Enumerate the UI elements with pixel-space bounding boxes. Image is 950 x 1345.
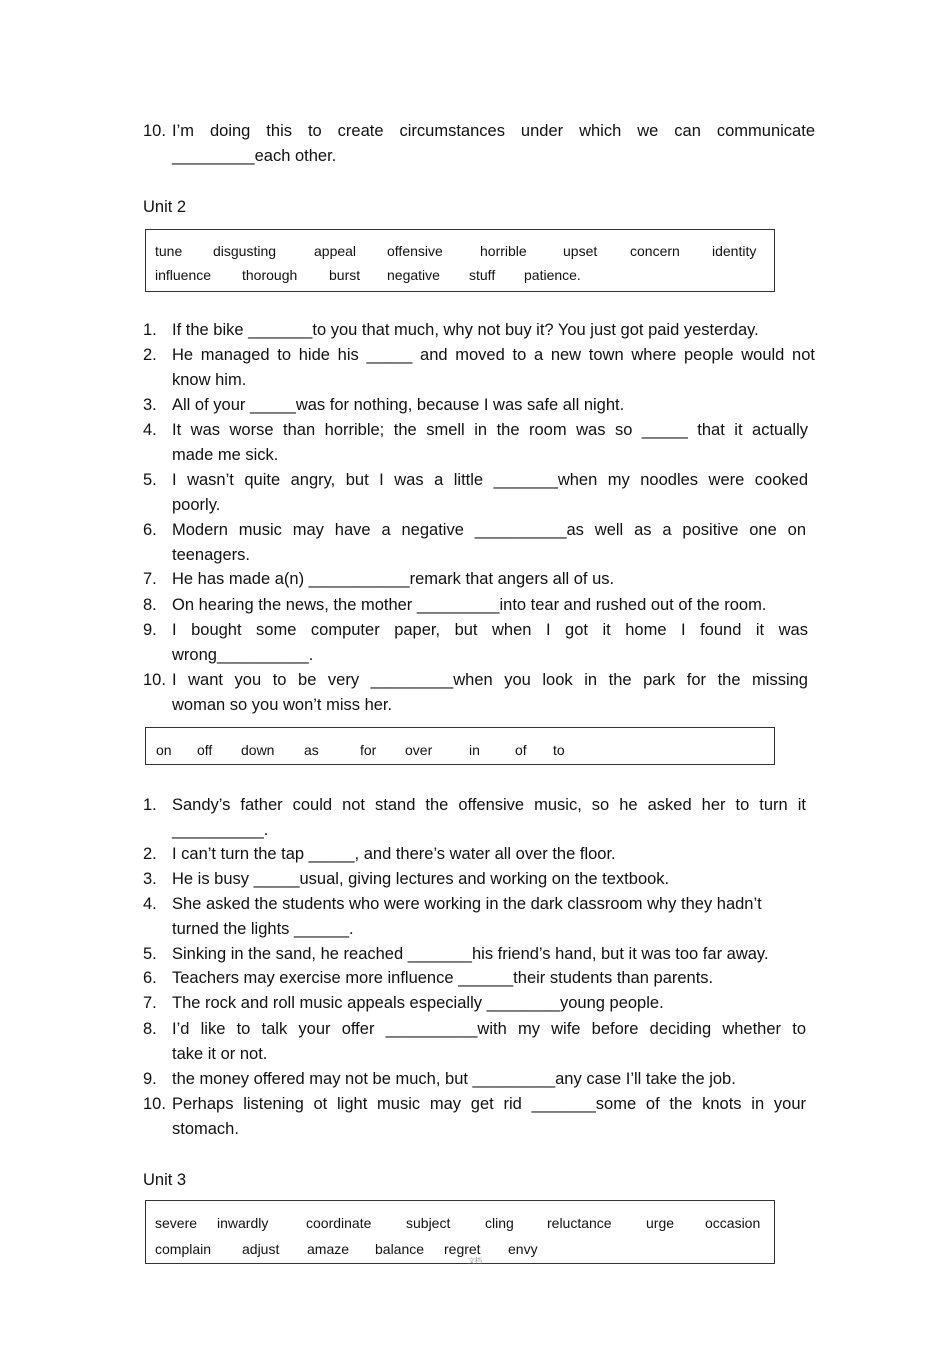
question-item [143, 1067, 815, 1092]
word-bank-word: inwardly [217, 1215, 269, 1231]
question-number: 2. [143, 346, 157, 364]
question-line: the money offered may not be much, but _________any case I’ll take the job. [172, 1070, 736, 1088]
word-bank-word: upset [563, 243, 598, 259]
word-bank-word: over [405, 742, 433, 758]
word-bank-word: amaze [307, 1241, 350, 1257]
top-question-10 [143, 119, 815, 169]
word-bank-box-1 [145, 229, 775, 292]
word-bank-word: adjust [242, 1241, 280, 1257]
word-bank-word: off [197, 742, 213, 758]
word-bank-word: subject [406, 1215, 451, 1231]
word-bank-word: identity [712, 243, 757, 259]
question-number: 1. [143, 796, 157, 814]
word-bank-word: balance [375, 1241, 425, 1257]
question-line: I wasn’t quite angry, but I was a little _______when my noodles were cooked [172, 471, 808, 489]
question-line: I’d like to talk your offer __________with my wife before deciding whether to [172, 1020, 806, 1038]
question-line: The rock and roll music appeals especially ________young people. [172, 994, 664, 1012]
question-number: 9. [143, 1070, 157, 1088]
word-bank-word: occasion [705, 1215, 761, 1231]
question-line: take it or not. [172, 1045, 268, 1063]
question-number: 6. [143, 521, 157, 539]
word-bank-word: regret [444, 1241, 481, 1257]
question-line: On hearing the news, the mother _________into tear and rushed out of the room. [172, 596, 767, 614]
word-bank-word: to [553, 742, 565, 758]
question-item [143, 593, 815, 618]
question-line: I’m doing this to create circumstances under which we can communicate [172, 122, 815, 140]
question-line: Teachers may exercise more influence ______their students than parents. [172, 969, 714, 987]
word-bank-word: concern [630, 243, 680, 259]
word-bank-word: of [515, 742, 527, 758]
word-bank-word: coordinate [306, 1215, 372, 1231]
question-number: 6. [143, 969, 157, 987]
question-line: teenagers. [172, 546, 250, 564]
question-line: know him. [172, 371, 247, 389]
question-number: 8. [143, 1020, 157, 1038]
question-item [143, 393, 815, 418]
question-item [143, 892, 815, 942]
question-item [143, 468, 815, 518]
word-bank-word: appeal [314, 243, 357, 259]
question-item [143, 793, 815, 843]
question-line: He has made a(n) ___________remark that angers all of us. [172, 570, 615, 588]
question-item [143, 418, 815, 468]
question-number: 1. [143, 321, 157, 339]
question-line: I bought some computer paper, but when I got it home I found it was [172, 621, 808, 639]
word-bank-word: tune [155, 243, 183, 259]
question-number: 4. [143, 895, 157, 913]
word-bank-word: cling [485, 1215, 514, 1231]
question-item [143, 318, 815, 343]
question-item [143, 842, 815, 867]
word-bank-box-3 [145, 1200, 775, 1264]
word-bank-word: complain [155, 1241, 212, 1257]
question-item [143, 618, 815, 668]
word-bank-word: negative [387, 267, 440, 283]
word-bank-word: urge [646, 1215, 675, 1231]
word-bank-word: for [360, 742, 377, 758]
word-bank-word: patience. [524, 267, 581, 283]
word-bank-box-2 [145, 727, 775, 765]
footer-mark: 文档 [468, 1258, 482, 1265]
question-line: stomach. [172, 1120, 239, 1138]
question-number: 9. [143, 621, 157, 639]
question-line: If the bike _______to you that much, why not buy it? You just got paid yesterday. [172, 321, 759, 339]
question-line: turned the lights ______. [172, 920, 354, 938]
question-item [143, 518, 815, 568]
question-line: She asked the students who were working in the dark classroom why they hadn’t [172, 895, 762, 913]
question-number: 4. [143, 421, 157, 439]
question-number: 3. [143, 870, 157, 888]
word-bank-word: offensive [387, 243, 443, 259]
question-item [143, 966, 815, 991]
question-number: 7. [143, 570, 157, 588]
question-number: 8. [143, 596, 157, 614]
question-line: made me sick. [172, 446, 279, 464]
question-item [143, 567, 815, 592]
question-line: woman so you won’t miss her. [172, 696, 393, 714]
word-bank-word: reluctance [547, 1215, 612, 1231]
unit-2-heading: Unit 2 [143, 198, 187, 216]
word-bank-word: stuff [469, 267, 496, 283]
question-number: 10. [143, 671, 166, 689]
question-item [143, 1017, 815, 1067]
question-item [143, 942, 815, 967]
question-line: It was worse than horrible; the smell in the room was so _____ that it actually [172, 421, 808, 439]
question-line: Sinking in the sand, he reached _______his friend’s hand, but it was too far away. [172, 945, 769, 963]
word-bank-word: burst [329, 267, 361, 283]
question-number: 10. [143, 1095, 166, 1113]
question-item [143, 991, 815, 1016]
word-bank-word: disgusting [213, 243, 277, 259]
question-item [143, 1092, 815, 1142]
word-bank-word: horrible [480, 243, 527, 259]
question-number: 5. [143, 945, 157, 963]
question-line: He is busy _____usual, giving lectures and working on the textbook. [172, 870, 670, 888]
word-bank-word: envy [508, 1241, 538, 1257]
question-number: 2. [143, 845, 157, 863]
question-number: 3. [143, 396, 157, 414]
question-line: I want you to be very _________when you look in the park for the missing [172, 671, 808, 689]
question-line: _________each other. [172, 147, 337, 165]
question-line: Perhaps listening ot light music may get rid _______some of the knots in your [172, 1095, 806, 1113]
word-bank-word: thorough [242, 267, 298, 283]
question-line: He managed to hide his _____ and moved to a new town where people would not [172, 346, 815, 364]
word-bank-word: severe [155, 1215, 198, 1231]
question-line: Modern music may have a negative __________as well as a positive one on [172, 521, 806, 539]
question-line: poorly. [172, 496, 221, 514]
question-line: wrong__________. [172, 646, 314, 664]
question-item [143, 867, 815, 892]
question-number: 5. [143, 471, 157, 489]
question-item [143, 668, 815, 718]
unit-3-heading: Unit 3 [143, 1171, 187, 1189]
word-bank-word: influence [155, 267, 212, 283]
question-number: 10. [143, 122, 166, 140]
question-line: All of your _____was for nothing, because I was safe all night. [172, 396, 625, 414]
word-bank-word: as [304, 742, 319, 758]
word-bank-word: in [469, 742, 480, 758]
word-bank-word: down [241, 742, 275, 758]
word-bank-word: on [156, 742, 172, 758]
question-line: Sandy’s father could not stand the offensive music, so he asked her to turn it [172, 796, 806, 814]
question-line: I can’t turn the tap _____, and there’s water all over the floor. [172, 845, 616, 863]
question-item [143, 343, 815, 393]
question-number: 7. [143, 994, 157, 1012]
question-line: __________. [172, 821, 269, 839]
